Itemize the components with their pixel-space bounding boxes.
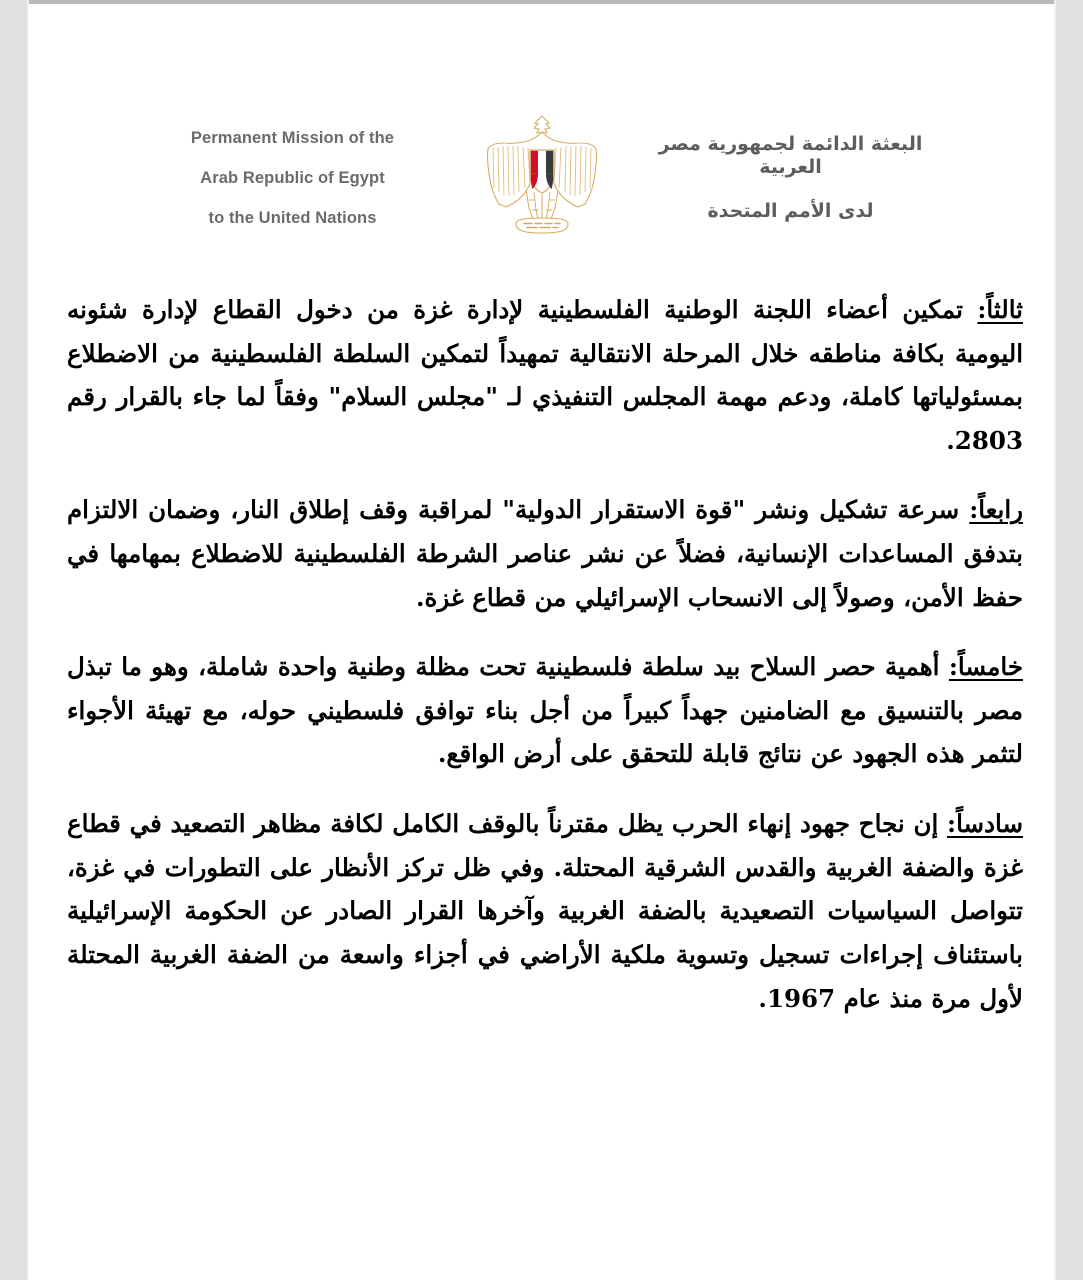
paragraph-ordinal-sixth: سادساً: (947, 809, 1023, 839)
paragraph-ordinal-fourth: رابعاً: (969, 495, 1023, 525)
paragraph-text-third: تمكين أعضاء اللجنة الوطنية الفلسطينية لإدارة غزة من دخول القطاع لإدارة شئونه اليومية بكافة مناطقه خلال المرحلة الانتقالية تمهيداً لتمكين السلطة الفلسطينية من الاضطلاع بمسئولياتها كاملة، ودعم مهمة المجلس التنفيذي لـ "مجلس السلام" وفقاً لما جاء بالقرار رقم 2803. (67, 295, 1024, 455)
letterhead-english-line-3: to the United Nations (208, 209, 377, 228)
letterhead-arabic-line-1: البعثة الدائمة لجمهورية مصر العربية (658, 132, 923, 178)
letterhead-arabic-block (626, 133, 956, 223)
paragraph-third (67, 288, 1023, 462)
page-right-border (1054, 0, 1056, 1280)
paragraph-fifth (67, 645, 1023, 776)
paragraph-text-fifth: أهمية حصر السلاح بيد سلطة فلسطينية تحت مظلة وطنية واحدة شاملة، وهو ما تبذل مصر بالتنسيق مع الضامنين جهداً كبيراً من أجل بناء توافق فلسطيني حوله، مع تهيئة الأجواء لتثمر هذه الجهود عن نتائج قابلة للتحقق على أرض الواقع. (67, 652, 1023, 769)
letterhead-arabic-line-2: لدى الأمم المتحدة (707, 200, 874, 223)
paragraph-text-fourth: سرعة تشكيل ونشر "قوة الاستقرار الدولية" لمراقبة وقف إطلاق النار، وضمان الالتزام بتدفق المساعدات الإنسانية، فضلاً عن نشر عناصر الشرطة الفلسطينية للاضطلاع بمهامها في حفظ الأمن، وصولاً إلى الانسحاب الإسرائيلي من قطاع غزة. (67, 495, 1023, 612)
page-top-border (27, 0, 1056, 4)
letterhead-english-block (128, 129, 458, 227)
paragraph-ordinal-fifth: خامساً: (948, 652, 1023, 682)
page-left-border (27, 0, 29, 1280)
paragraph-text-sixth: إن نجاح جهود إنهاء الحرب يظل مقترناً بالوقف الكامل لكافة مظاهر التصعيد في قطاع غزة والضفة الغربية والقدس الشرقية المحتلة. وفي ظل تركز الأنظار على التطورات في غزة، تتواصل السياسيات التصعيدية بالضفة الغربية وآخرها القرار الصادر عن الحكومة الإسرائيلية باستئناف إجراءات تسجيل وتسوية ملكية الأراضي في أجزاء واسعة من الضفة الغربية المحتلة لأول مرة منذ عام 1967. (67, 809, 1023, 1013)
letterhead-english-line-2: Arab Republic of Egypt (200, 168, 385, 187)
paragraph-sixth (67, 802, 1023, 1020)
paragraph-ordinal-third: ثالثاً: (977, 295, 1023, 324)
eagle-of-saladin-emblem (482, 112, 602, 244)
letterhead (27, 0, 1056, 244)
paragraph-fourth (67, 488, 1023, 619)
letterhead-english-line-1: Permanent Mission of the (190, 128, 395, 147)
document-body (27, 288, 1056, 1020)
